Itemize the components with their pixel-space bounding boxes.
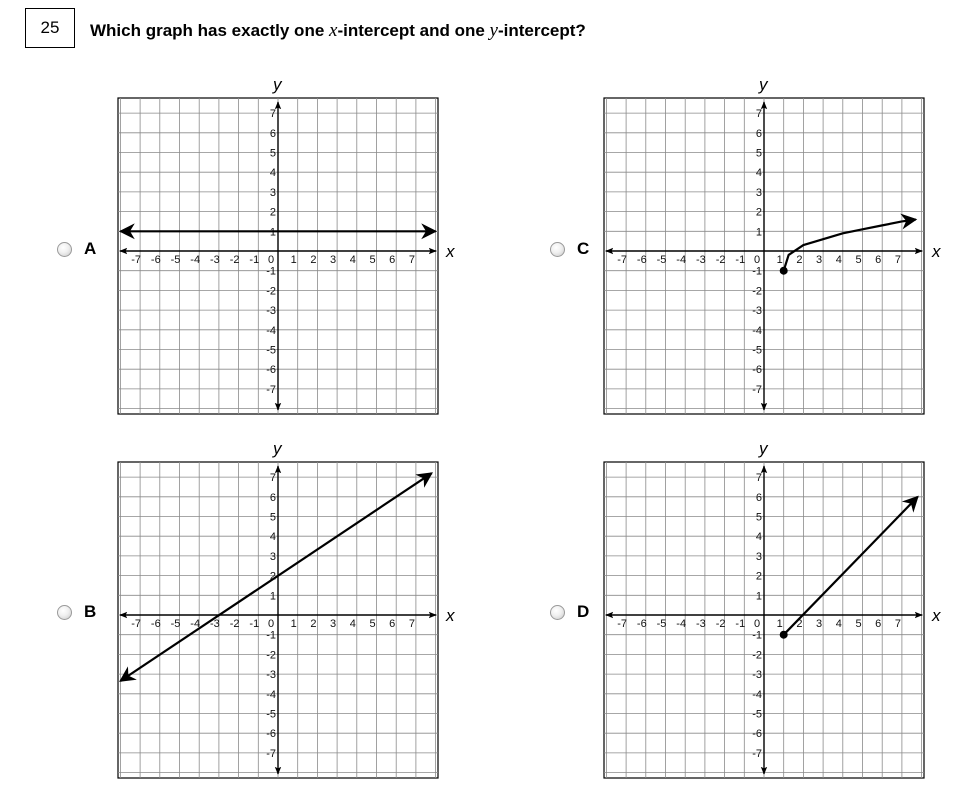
- y-tick-label: 4: [269, 531, 276, 544]
- x-tick-label: 3: [816, 254, 823, 266]
- x-tick-label: -7: [131, 254, 141, 266]
- x-tick-label: -7: [131, 618, 141, 630]
- x-tick-label: -3: [696, 618, 706, 630]
- question-y-variable: y: [489, 20, 498, 41]
- y-tick-label: -1: [752, 629, 762, 642]
- closed-endpoint: [780, 631, 788, 639]
- y-tick-label: 2: [269, 570, 276, 583]
- x-tick-label: -4: [676, 618, 687, 630]
- x-axis-label: x: [932, 242, 941, 261]
- y-axis-label: y: [273, 75, 282, 94]
- x-tick-label: 7: [894, 618, 901, 630]
- x-tick-label: 5: [369, 254, 376, 266]
- choice-a-radio-button[interactable]: [57, 242, 72, 257]
- y-tick-label: 6: [269, 491, 276, 504]
- y-tick-label: -6: [266, 364, 276, 377]
- x-tick-label: 5: [855, 618, 862, 630]
- x-tick-label: -3: [696, 254, 706, 266]
- x-tick-label: -6: [636, 618, 647, 630]
- x-tick-label: -2: [229, 254, 240, 266]
- x-tick-label: -5: [656, 254, 667, 266]
- choice-a[interactable]: [57, 239, 96, 259]
- x-tick-label: 0: [267, 618, 275, 630]
- y-tick-label: -5: [266, 708, 276, 721]
- y-tick-label: -7: [266, 747, 276, 760]
- y-tick-label: -5: [752, 344, 762, 357]
- choice-c[interactable]: [550, 239, 589, 259]
- x-tick-label: 1: [290, 618, 297, 630]
- y-tick-label: -4: [752, 688, 762, 701]
- y-tick-label: -7: [752, 747, 762, 760]
- y-tick-label: 5: [755, 511, 762, 524]
- choice-d-label: D: [577, 602, 590, 621]
- y-axis-label: y: [759, 439, 768, 458]
- y-tick-label: 6: [755, 491, 762, 504]
- x-tick-label: -7: [617, 254, 627, 266]
- y-tick-label: -4: [266, 324, 276, 337]
- x-tick-label: 2: [796, 618, 803, 630]
- y-tick-label: -6: [752, 728, 762, 741]
- y-tick-label: -1: [266, 629, 276, 642]
- x-tick-label: -4: [190, 618, 201, 630]
- y-tick-label: 7: [269, 108, 276, 121]
- x-tick-label: 6: [389, 618, 396, 630]
- y-tick-label: -3: [266, 305, 276, 318]
- x-tick-label: 1: [776, 254, 783, 266]
- x-tick-label: 6: [875, 254, 882, 266]
- y-tick-label: 1: [269, 226, 276, 239]
- y-axis-label: y: [273, 439, 282, 458]
- y-tick-label: 3: [755, 186, 762, 199]
- x-tick-label: -2: [229, 618, 240, 630]
- x-tick-label: 3: [330, 254, 337, 266]
- y-tick-label: 3: [755, 550, 762, 563]
- y-tick-label: -5: [752, 708, 762, 721]
- x-tick-label: 4: [835, 254, 842, 266]
- choice-c-label: C: [577, 239, 590, 258]
- graph-d: [596, 440, 946, 785]
- x-tick-label: -5: [170, 618, 181, 630]
- y-tick-label: -6: [266, 728, 276, 741]
- y-tick-label: 2: [755, 570, 762, 583]
- x-tick-label: 7: [408, 254, 415, 266]
- y-tick-label: 5: [269, 511, 276, 524]
- x-tick-label: -5: [656, 618, 667, 630]
- y-tick-label: 7: [269, 472, 276, 485]
- y-tick-label: 3: [269, 186, 276, 199]
- x-tick-label: -1: [735, 254, 746, 266]
- x-tick-label: 4: [349, 254, 356, 266]
- x-tick-label: -2: [715, 254, 726, 266]
- choice-b[interactable]: [57, 602, 96, 622]
- question-text-part-1: Which graph has exactly one: [90, 21, 330, 40]
- y-tick-label: -2: [266, 285, 276, 298]
- y-tick-label: 7: [755, 108, 762, 121]
- choice-d-radio-button[interactable]: [550, 605, 565, 620]
- y-tick-label: 6: [755, 127, 762, 140]
- y-tick-label: -1: [266, 265, 276, 278]
- choice-b-radio-button[interactable]: [57, 605, 72, 620]
- x-tick-label: -5: [170, 254, 181, 266]
- y-tick-label: -7: [752, 383, 762, 396]
- y-tick-label: -3: [752, 669, 762, 682]
- x-tick-label: 4: [835, 618, 842, 630]
- y-tick-label: -3: [752, 305, 762, 318]
- y-tick-label: -3: [266, 669, 276, 682]
- x-tick-label: -2: [715, 618, 726, 630]
- x-tick-label: -4: [676, 254, 687, 266]
- y-tick-label: 4: [269, 167, 276, 180]
- x-tick-label: 6: [389, 254, 396, 266]
- y-tick-label: -7: [266, 383, 276, 396]
- x-tick-label: 1: [290, 254, 297, 266]
- x-tick-label: 4: [349, 618, 356, 630]
- y-tick-label: -2: [752, 649, 762, 662]
- x-tick-label: 3: [816, 618, 823, 630]
- graph-a: [110, 76, 460, 421]
- choice-a-label: A: [84, 239, 97, 258]
- x-tick-label: 3: [330, 618, 337, 630]
- y-tick-label: -2: [266, 649, 276, 662]
- y-tick-label: 2: [755, 206, 762, 219]
- y-axis-label: y: [759, 75, 768, 94]
- y-tick-label: -2: [752, 285, 762, 298]
- x-tick-label: -1: [249, 254, 260, 266]
- x-tick-label: 2: [310, 254, 317, 266]
- question-text: [90, 20, 586, 42]
- x-tick-label: 7: [894, 254, 901, 266]
- x-tick-label: -6: [150, 254, 161, 266]
- choice-d[interactable]: [550, 602, 589, 622]
- x-tick-label: 6: [875, 618, 882, 630]
- y-tick-label: 1: [269, 590, 276, 603]
- y-tick-label: -6: [752, 364, 762, 377]
- x-tick-label: -1: [735, 618, 746, 630]
- y-tick-label: 6: [269, 127, 276, 140]
- x-tick-label: 0: [267, 254, 275, 266]
- graph-b: [110, 440, 460, 785]
- y-tick-label: 3: [269, 550, 276, 563]
- x-axis-label: x: [446, 242, 455, 261]
- y-tick-label: 7: [755, 472, 762, 485]
- x-tick-label: -3: [210, 618, 220, 630]
- y-tick-label: 4: [755, 531, 762, 544]
- y-tick-label: -5: [266, 344, 276, 357]
- x-tick-label: 0: [753, 254, 761, 266]
- graph-c: [596, 76, 946, 421]
- x-tick-label: -3: [210, 254, 220, 266]
- x-axis-label: x: [446, 606, 455, 625]
- question-text-part-3: -intercept?: [497, 21, 586, 40]
- x-tick-label: 1: [776, 618, 783, 630]
- y-tick-label: 2: [269, 206, 276, 219]
- y-tick-label: 1: [755, 226, 762, 239]
- question-text-part-2: -intercept and one: [337, 21, 490, 40]
- y-tick-label: -1: [752, 265, 762, 278]
- x-tick-label: -4: [190, 254, 201, 266]
- x-tick-label: -6: [636, 254, 647, 266]
- x-tick-label: -1: [249, 618, 260, 630]
- x-tick-label: -7: [617, 618, 627, 630]
- choice-b-label: B: [84, 602, 97, 621]
- x-tick-label: -6: [150, 618, 161, 630]
- y-tick-label: 5: [755, 147, 762, 160]
- y-tick-label: 1: [755, 590, 762, 603]
- x-tick-label: 2: [310, 618, 317, 630]
- x-tick-label: 5: [369, 618, 376, 630]
- x-axis-label: x: [932, 606, 941, 625]
- x-tick-label: 2: [796, 254, 803, 266]
- question-number: 25: [25, 8, 75, 48]
- choice-c-radio-button[interactable]: [550, 242, 565, 257]
- x-tick-label: 5: [855, 254, 862, 266]
- y-tick-label: 4: [755, 167, 762, 180]
- y-tick-label: 5: [269, 147, 276, 160]
- closed-endpoint: [780, 267, 788, 275]
- x-tick-label: 0: [753, 618, 761, 630]
- x-tick-label: 7: [408, 618, 415, 630]
- y-tick-label: -4: [752, 324, 762, 337]
- question-x-variable: x: [329, 20, 338, 41]
- y-tick-label: -4: [266, 688, 276, 701]
